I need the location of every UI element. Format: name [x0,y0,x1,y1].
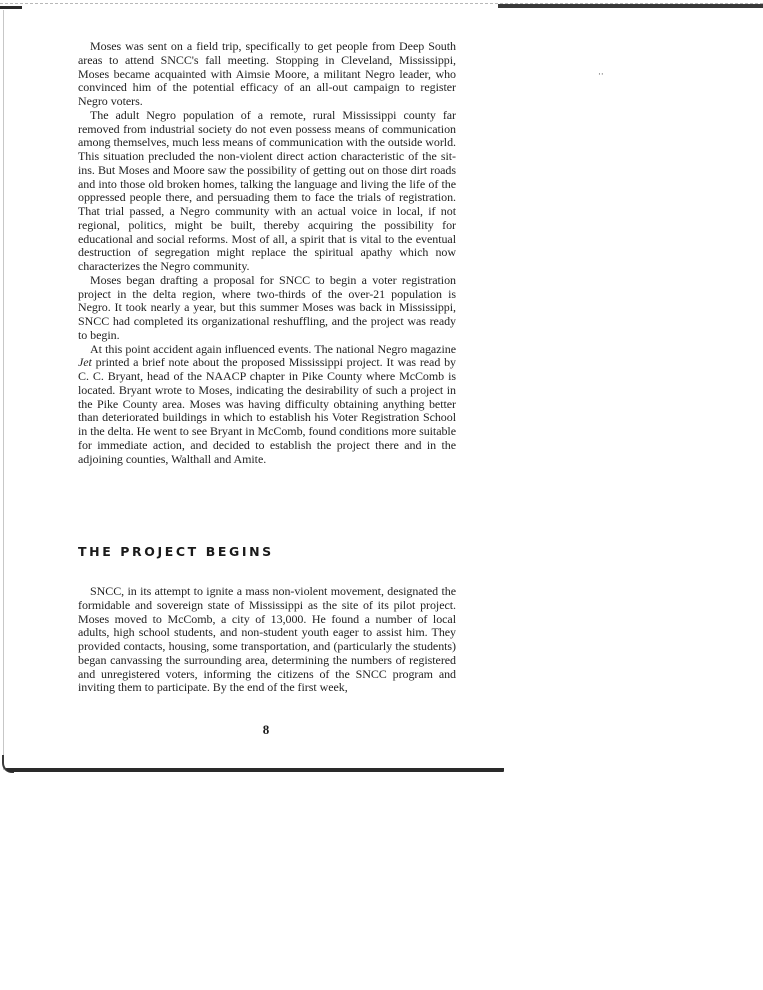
page-number: 8 [262,722,270,737]
magazine-title: Jet [78,355,92,370]
bottom-rule [6,768,504,772]
main-text-column [78,40,456,466]
paragraph-jet-magazine [78,343,456,467]
left-scan-edge [3,10,4,770]
jet-text-after: printed a brief note about the proposed Mississippi project. It was read by C. C. Bryant, head of the NAACP chapter in Pike County where McComb is located. Bryant wrote to Moses, indicating the desirability of such a project in the Pike County area. Moses was having difficulty obtaining anything better than deteriorated buildings in which to establish his Voter Registration School in the delta. He went to see Bryant in McComb, found conditions more suitable for immediate action, and decided to establish the project there and in the adjoining counties, Walthall and Amite. [78,355,456,466]
paragraph-field-trip: Moses was sent on a field trip, specifically to get people from Deep South areas to attend SNCC's fall meeting. Stopping in Cleveland, Mississippi, Moses became acquainted with Aimsie Moore, a militant Negro leader, who convinced him of the potential efficacy of an all-out campaign to register Negro voters. [78,39,456,108]
scan-speck: ⋅⋅ [598,70,604,80]
paragraph-project-begins: SNCC, in its attempt to ignite a mass non-violent movement, designated the formidable and sovereign state of Mississippi as the site of its pilot project. Moses moved to McComb, a city of 13,000. He found a number of local adults, high school students, and non-student youth eager to assist him. They provided contacts, housing, some transportation, and (particularly the students) began canvassing the surrounding area, determining the numbers of registered and unregistered voters, informing the citizens of the SNCC program and inviting them to participate. By the end of the first week, [78,584,456,695]
paragraph-rural-county: The adult Negro population of a remote, rural Mississippi county far removed from industrial society do not even possess means of communication among themselves, much less means of communication with the outside world. This situation precluded the non-violent direct action characteristic of the sit-ins. But Moses and Moore saw the possibility of getting out on those dirt roads and into those old broken homes, talking the language and living the life of the oppressed people there, and persuading them to face the trials of registration. That trial passed, a Negro community with an actual voice in local, if not regional, politics, might be built, thereby acquiring the possibility for educational and social reforms. Most of all, a spirit that is vital to the eventual destruction of segregation might replace the spiritual apathy which now characterizes the Negro community. [78,107,456,273]
jet-text-before: At this point accident again influenced events. The national Negro magazine [90,341,456,356]
top-left-mark [0,6,22,9]
paragraph-proposal: Moses began drafting a proposal for SNCC to begin a voter registration project in the delta region, where two-thirds of the over-21 population is Negro. It took nearly a year, but this summer Moses was back in Mississippi, SNCC had completed its organizational reshuffling, and the project was ready to begin. [78,272,456,342]
section-text-column [78,585,456,695]
top-right-rule [498,4,763,8]
section-heading: THE PROJECT BEGINS [78,544,274,559]
